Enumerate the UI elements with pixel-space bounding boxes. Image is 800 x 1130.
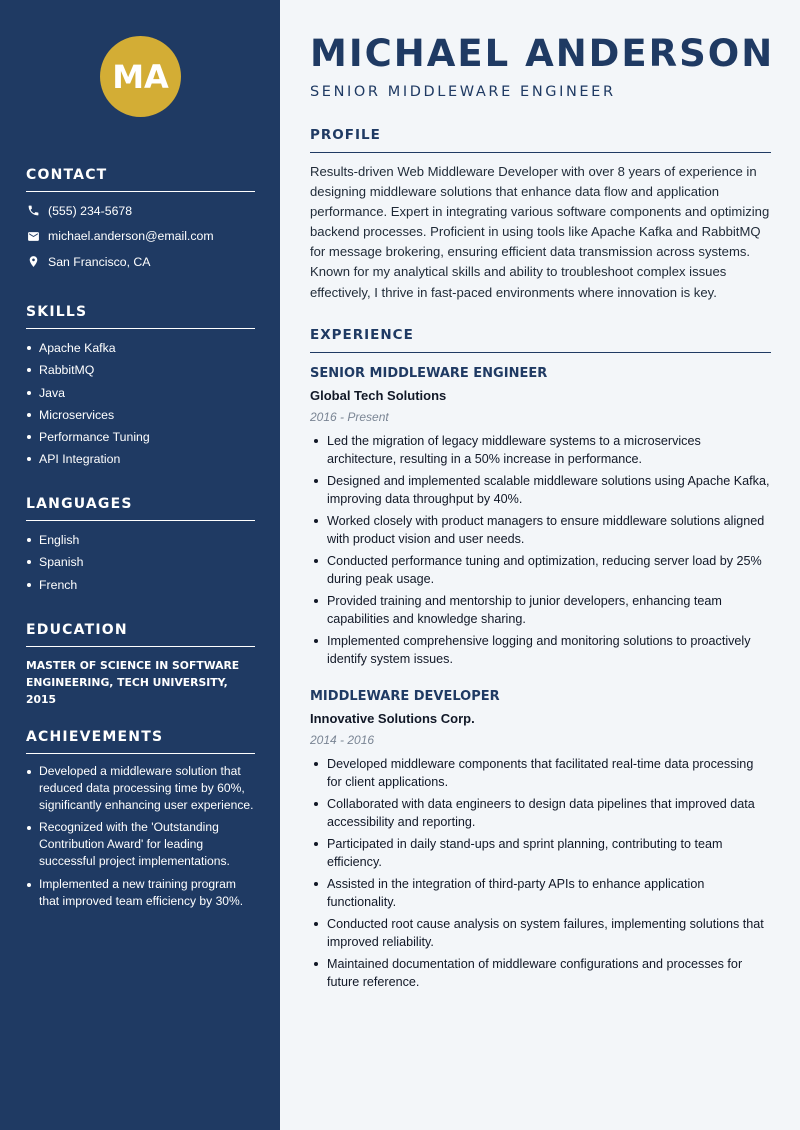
phone-icon <box>26 204 40 218</box>
contact-heading: CONTACT <box>26 167 255 192</box>
job-bullet: Worked closely with product managers to ensure middleware solutions aligned with product vision and user needs. <box>310 512 771 548</box>
skill-item: API Integration <box>26 448 255 470</box>
language-item: Spanish <box>26 551 255 573</box>
contact-section <box>26 167 255 275</box>
job-bullet: Led the migration of legacy middleware systems to a microservices architecture, resulting in a 50% increase in performance. <box>310 432 771 468</box>
job-bullets <box>310 755 771 991</box>
achievement-item: Developed a middleware solution that reduced data processing time by 60%, significantly enhancing user experience. <box>26 763 255 814</box>
job-bullet: Implemented comprehensive logging and monitoring solutions to proactively identify system issues. <box>310 632 771 668</box>
contact-location <box>26 249 255 275</box>
achievement-item: Recognized with the 'Outstanding Contribution Award' for leading successful project implementations. <box>26 819 255 870</box>
job-bullets <box>310 432 771 668</box>
languages-heading: LANGUAGES <box>26 496 255 521</box>
profile-heading: PROFILE <box>310 127 771 153</box>
job-title: SENIOR MIDDLEWARE ENGINEER <box>310 366 548 381</box>
skills-list <box>26 337 255 471</box>
experience-heading: EXPERIENCE <box>310 327 771 353</box>
job-company: Global Tech Solutions <box>310 388 447 403</box>
achievement-item: Implemented a new training program that improved team efficiency by 30%. <box>26 876 255 910</box>
job-title: MIDDLEWARE DEVELOPER <box>310 689 500 704</box>
profile-section <box>310 127 771 303</box>
job-dates: 2016 - Present <box>310 410 389 424</box>
language-item: French <box>26 574 255 596</box>
skill-item: Performance Tuning <box>26 426 255 448</box>
languages-section <box>26 496 255 596</box>
location-pin-icon <box>26 255 40 269</box>
skill-item: Java <box>26 382 255 404</box>
job-bullet: Conducted performance tuning and optimization, reducing server load by 25% during peak usage. <box>310 552 771 588</box>
job-entry <box>310 687 771 995</box>
job-bullet: Maintained documentation of middleware configurations and processes for future reference. <box>310 955 771 991</box>
job-bullet: Assisted in the integration of third-party APIs to enhance application functionality. <box>310 875 771 911</box>
location-text: San Francisco, CA <box>48 254 151 269</box>
education-section <box>26 622 255 708</box>
candidate-name: MICHAEL ANDERSON <box>310 32 775 75</box>
sidebar <box>0 0 280 1130</box>
education-heading: EDUCATION <box>26 622 255 647</box>
job-bullet: Collaborated with data engineers to design data pipelines that improved data accessibility and reporting. <box>310 795 771 831</box>
education-degree: MASTER OF SCIENCE IN SOFTWARE ENGINEERING, TECH UNIVERSITY, 2015 <box>26 659 240 706</box>
phone-text: (555) 234-5678 <box>48 203 133 218</box>
achievements-list <box>26 763 255 910</box>
job-bullet: Designed and implemented scalable middleware solutions using Apache Kafka, improving data throughput by 40%. <box>310 472 771 508</box>
experience-section <box>310 327 771 353</box>
avatar-initials: MA <box>112 57 169 96</box>
skill-item: Microservices <box>26 404 255 426</box>
achievements-section <box>26 729 255 915</box>
email-text: michael.anderson@email.com <box>48 229 214 244</box>
job-entry <box>310 364 771 672</box>
avatar <box>100 36 181 117</box>
achievements-heading: ACHIEVEMENTS <box>26 729 255 754</box>
skill-item: Apache Kafka <box>26 337 255 359</box>
profile-summary: Results-driven Web Middleware Developer with over 8 years of experience in designing middleware solutions that enhance data flow and application performance. Expert in integrating various software components and optimizing backend processes. Proficient in using tools like Apache Kafka and RabbitMQ for message brokering, ensuring efficient data transmission across systems. Known for my analytical skills and ability to troubleshoot complex issues effectively, I thrive in fast-paced environments where innovation is key. <box>310 164 770 300</box>
job-bullet: Conducted root cause analysis on system failures, implementing solutions that improved reliability. <box>310 915 771 951</box>
job-company: Innovative Solutions Corp. <box>310 711 475 726</box>
job-bullet: Developed middleware components that facilitated real-time data processing for client applications. <box>310 755 771 791</box>
contact-phone <box>26 198 255 224</box>
email-icon <box>26 229 40 243</box>
contact-email <box>26 224 255 250</box>
job-dates: 2014 - 2016 <box>310 733 375 747</box>
skills-heading: SKILLS <box>26 304 255 329</box>
language-item: English <box>26 529 255 551</box>
job-bullet: Provided training and mentorship to junior developers, enhancing team capabilities and knowledge sharing. <box>310 592 771 628</box>
languages-list <box>26 529 255 596</box>
job-bullet: Participated in daily stand-ups and sprint planning, contributing to team efficiency. <box>310 835 771 871</box>
skills-section <box>26 304 255 471</box>
skill-item: RabbitMQ <box>26 359 255 381</box>
candidate-headline: SENIOR MIDDLEWARE ENGINEER <box>310 84 616 100</box>
